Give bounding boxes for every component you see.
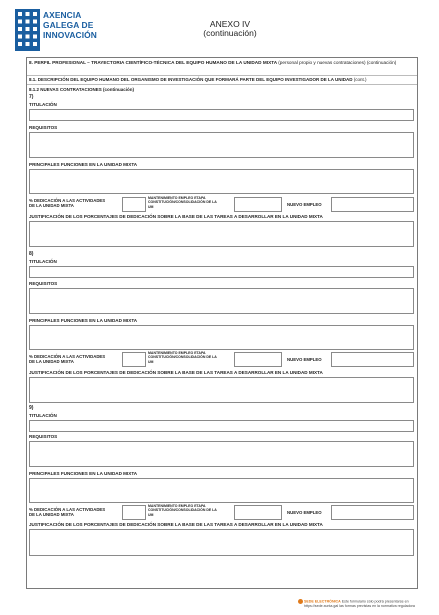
nuevo-empleo-label: NUEVO EMPLEO [287, 510, 322, 515]
mantenimiento-label-line: CONSTITUCIÓN/CONSOLIDACIÓN DE LA [148, 200, 217, 205]
requisitos-field[interactable] [29, 288, 414, 314]
page-footer [298, 599, 415, 608]
mantenimiento-label-line: MANTENIMIENTO EMPLEO ETAPA [148, 504, 206, 508]
mantenimiento-field[interactable] [234, 352, 282, 367]
dedicacion-label-line: DE LA UNIDAD MIXTA [29, 359, 74, 364]
nuevo-empleo-field[interactable] [331, 352, 414, 367]
mantenimiento-label-line: UM [148, 512, 154, 517]
titulacion-field[interactable] [29, 266, 414, 278]
requisitos-label: REQUISITOS [29, 281, 58, 286]
divider [27, 84, 417, 85]
logo-line-2: GALEGA DE [43, 20, 94, 30]
mantenimiento-field[interactable] [234, 197, 282, 212]
mantenimiento-label-line: CONSTITUCIÓN/CONSOLIDACIÓN DE LA [148, 508, 217, 513]
subsection-title [29, 77, 415, 82]
dedicacion-label [29, 198, 121, 208]
funciones-label: PRINCIPALES FUNCIONES EN LA UNIDAD MIXTA [29, 471, 138, 476]
dedicacion-label-line: % DEDICACIÓN A LAS ACTIVIDADES [29, 198, 106, 203]
titulacion-field[interactable] [29, 109, 414, 121]
section-title-note: (personal propio y nuevas contrataciones) (continuación) [278, 60, 397, 65]
nuevo-empleo-field[interactable] [331, 197, 414, 212]
requisitos-field[interactable] [29, 441, 414, 467]
dedicacion-field[interactable] [122, 352, 146, 367]
justificacion-field[interactable] [29, 221, 414, 247]
justificacion-label: JUSTIFICACIÓN DE LOS PORCENTAJES DE DEDICACIÓN SOBRE LA BASE DE LAS TAREAS A DESARROLLAR EN LA UNIDAD MIXTA [29, 214, 323, 219]
footer-line-2: https://sede.xunta.gal las formas previstas en la normativa reguladora [304, 604, 415, 608]
dedicacion-label-line: % DEDICACIÓN A LAS ACTIVIDADES [29, 354, 106, 359]
footer-sede-label: SEDE ELECTRÓNICA [304, 599, 341, 604]
funciones-field[interactable] [29, 478, 414, 503]
entry-number: 7) [29, 94, 34, 100]
mantenimiento-field[interactable] [234, 505, 282, 520]
page-header [190, 20, 270, 38]
titulacion-label: TITULACIÓN [29, 413, 57, 418]
logo-text [43, 10, 97, 40]
justificacion-label: JUSTIFICACIÓN DE LOS PORCENTAJES DE DEDICACIÓN SOBRE LA BASE DE LAS TAREAS A DESARROLLAR EN LA UNIDAD MIXTA [29, 370, 323, 375]
funciones-field[interactable] [29, 325, 414, 350]
requisitos-field[interactable] [29, 132, 414, 158]
justificacion-label: JUSTIFICACIÓN DE LOS PORCENTAJES DE DEDICACIÓN SOBRE LA BASE DE LAS TAREAS A DESARROLLAR EN LA UNIDAD MIXTA [29, 522, 323, 527]
subsection-title-note: (cont.) [353, 77, 367, 82]
dedicacion-label [29, 507, 121, 517]
axencia-logo [15, 8, 105, 56]
dedicacion-label-line: % DEDICACIÓN A LAS ACTIVIDADES [29, 507, 106, 512]
logo-line-3: INNOVACIÓN [43, 30, 97, 40]
requisitos-label: REQUISITOS [29, 434, 58, 439]
divider [27, 75, 417, 76]
mantenimiento-label-line: CONSTITUCIÓN/CONSOLIDACIÓN DE LA [148, 355, 217, 360]
entry-number: 9) [29, 405, 34, 411]
dedicacion-label [29, 354, 121, 364]
dedicacion-label-line: DE LA UNIDAD MIXTA [29, 203, 74, 208]
mantenimiento-label [148, 196, 243, 209]
requisitos-label: REQUISITOS [29, 125, 58, 130]
form-frame [26, 57, 418, 589]
nuevo-empleo-field[interactable] [331, 505, 414, 520]
page-subtitle: (continuación) [203, 28, 257, 38]
section-title-text: 8. PERFIL PROFESIONAL – TRAYECTORIA CIENTÍFICO-TÉCNICA DEL EQUIPO HUMANO DE LA UNIDAD MIXTA [29, 60, 277, 65]
footer-line-1: Este formulario sólo podrá presentarse en [341, 599, 409, 604]
titulacion-label: TITULACIÓN [29, 259, 57, 264]
subsubsection-title: 8.1.2 NUEVAS CONTRATACIONES (continuación) [29, 87, 135, 92]
entry-number: 8) [29, 251, 34, 257]
logo-emblem-icon [15, 9, 40, 51]
justificacion-field[interactable] [29, 377, 414, 403]
dedicacion-field[interactable] [122, 505, 146, 520]
logo-line-1: AXENCIA [43, 10, 82, 20]
mantenimiento-label-line: MANTENIMIENTO EMPLEO ETAPA [148, 196, 206, 200]
sede-electronica-icon [298, 599, 303, 604]
mantenimiento-label [148, 504, 243, 517]
nuevo-empleo-label: NUEVO EMPLEO [287, 357, 322, 362]
mantenimiento-label-line: MANTENIMIENTO EMPLEO ETAPA [148, 351, 206, 355]
page-title: ANEXO IV [209, 19, 251, 29]
mantenimiento-label-line: UM [148, 204, 154, 209]
nuevo-empleo-label: NUEVO EMPLEO [287, 202, 322, 207]
mantenimiento-label-line: UM [148, 359, 154, 364]
mantenimiento-label [148, 351, 243, 364]
section-title [29, 60, 415, 67]
dedicacion-label-line: DE LA UNIDAD MIXTA [29, 512, 74, 517]
subsection-title-text: 8.1. DESCRIPCIÓN DEL EQUIPO HUMANO DEL ORGANISMO DE INVESTIGACIÓN QUE FORMARÁ PARTE DEL EQUIPO INVESTIGADOR DE LA UNIDAD [29, 77, 353, 82]
titulacion-label: TITULACIÓN [29, 102, 57, 107]
funciones-label: PRINCIPALES FUNCIONES EN LA UNIDAD MIXTA [29, 318, 138, 323]
justificacion-field[interactable] [29, 529, 414, 556]
funciones-field[interactable] [29, 169, 414, 194]
titulacion-field[interactable] [29, 420, 414, 432]
dedicacion-field[interactable] [122, 197, 146, 212]
funciones-label: PRINCIPALES FUNCIONES EN LA UNIDAD MIXTA [29, 162, 138, 167]
